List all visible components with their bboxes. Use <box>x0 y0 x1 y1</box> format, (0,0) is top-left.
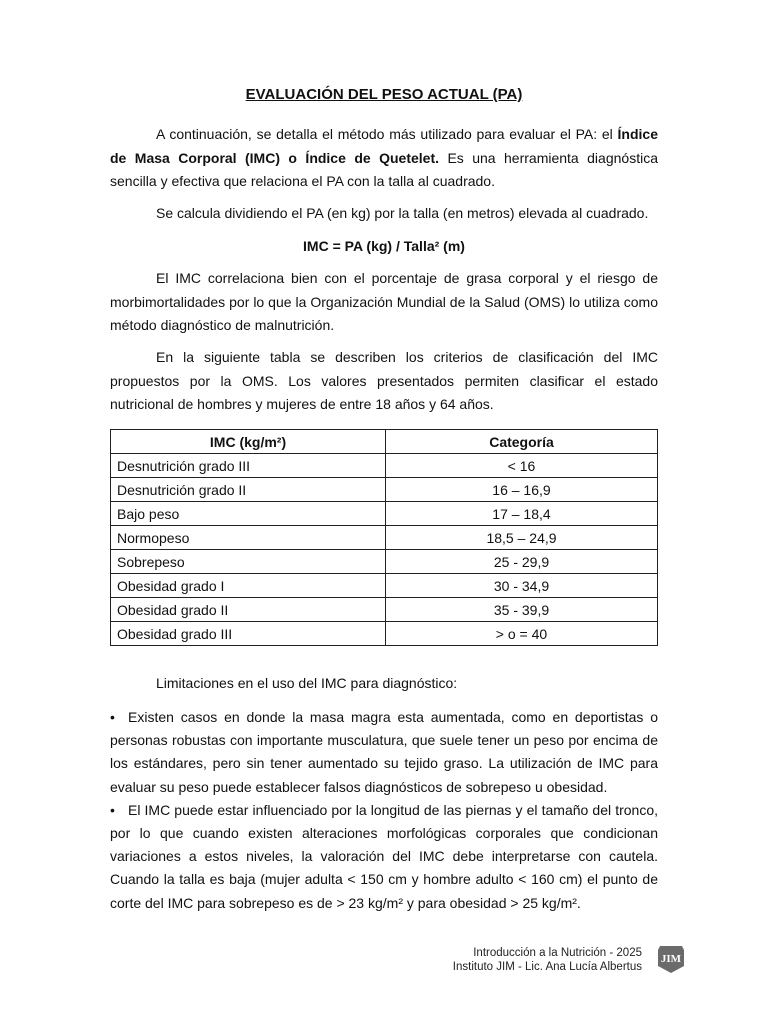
table-cell-range: 35 - 39,9 <box>386 598 658 622</box>
table-row <box>111 478 658 502</box>
table-cell-category: Normopeso <box>111 526 386 550</box>
table-header-imc: IMC (kg/m²) <box>111 430 386 454</box>
bullet-icon: • <box>110 801 115 818</box>
calc-paragraph: Se calcula dividiendo el PA (en kg) por la talla (en metros) elevada al cuadrado. <box>156 205 649 221</box>
page-title: EVALUACIÓN DEL PESO ACTUAL (PA) <box>245 86 523 103</box>
intro-paragraph <box>110 123 658 194</box>
table-intro-paragraph: En la siguiente tabla se describen los criterios de clasificación del IMC propuestos por la OMS. Los valores presentados permiten clasificar el estado nutricional de hombres y mujeres de entre 18 años y 64 años. <box>110 349 658 412</box>
table-cell-range: 18,5 – 24,9 <box>386 526 658 550</box>
table-cell-range: 17 – 18,4 <box>386 502 658 526</box>
table-header-row <box>111 430 658 454</box>
table-cell-category: Obesidad grado I <box>111 574 386 598</box>
table-cell-range: > o = 40 <box>386 622 658 646</box>
bullet-text: El IMC puede estar influenciado por la longitud de las piernas y el tamaño del tronco, por lo que cuando existen alteraciones morfológicas corporales que condicionan variaciones a estos niveles, la valoración del IMC debe interpretarse con cautela. Cuando la talla es baja (mujer adulta < 150 cm y hombre adulto < 160 cm) el punto de corte del IMC para sobrepeso es de > 23 kg/m² y para obesidad > 25 kg/m². <box>110 801 658 911</box>
limitations-list <box>110 706 658 915</box>
list-item <box>110 706 658 799</box>
table-row <box>111 526 658 550</box>
imc-formula: IMC = PA (kg) / Talla² (m) <box>303 238 465 254</box>
page-footer <box>453 946 642 974</box>
table-row <box>111 574 658 598</box>
table-row <box>111 502 658 526</box>
table-cell-category: Desnutrición grado III <box>111 454 386 478</box>
imc-classification-table <box>110 429 658 646</box>
limitations-heading: Limitaciones en el uso del IMC para diagnóstico: <box>156 675 458 691</box>
intro-text-2: Es una herramienta diagnóstica sencilla y efectiva que relaciona el PA con la talla al cuadrado. <box>110 149 658 189</box>
table-header-categoria: Categoría <box>386 430 658 454</box>
table-cell-category: Obesidad grado II <box>111 598 386 622</box>
intro-bold-text: Índice de Masa Corporal (IMC) o Índice de Quetelet. <box>110 126 658 166</box>
table-row <box>111 550 658 574</box>
jim-logo-icon <box>656 944 686 974</box>
table-row <box>111 598 658 622</box>
bullet-icon: • <box>110 709 115 725</box>
table-row <box>111 454 658 478</box>
list-item <box>110 799 658 915</box>
table-cell-category: Desnutrición grado II <box>111 478 386 502</box>
table-cell-range: 16 – 16,9 <box>386 478 658 502</box>
table-cell-range: < 16 <box>386 454 658 478</box>
table-cell-category: Sobrepeso <box>111 550 386 574</box>
correlation-paragraph: El IMC correlaciona bien con el porcentaje de grasa corporal y el riesgo de morbimortalidades por lo que la Organización Mundial de la Salud (OMS) lo utiliza como método diagnóstico de malnutrición. <box>110 270 658 333</box>
table-row <box>111 622 658 646</box>
table-cell-category: Obesidad grado III <box>111 622 386 646</box>
footer-course-line: Introducción a la Nutrición - 2025 <box>473 947 642 959</box>
table-cell-category: Bajo peso <box>111 502 386 526</box>
table-cell-range: 30 - 34,9 <box>386 574 658 598</box>
intro-text-1: A continuación, se detalla el método más utilizado para evaluar el PA: el <box>156 126 618 142</box>
table-cell-range: 25 - 29,9 <box>386 550 658 574</box>
bullet-text: Existen casos en donde la masa magra esta aumentada, como en deportistas o personas robustas con importante musculatura, que suele tener un peso por encima de los estándares, pero sin tener aumentado su tejido graso. La utilización de IMC para evaluar su peso puede establecer falsos diagnósticos de sobrepeso u obesidad. <box>110 709 658 795</box>
logo-text: JIM <box>660 953 682 965</box>
footer-author-line: Instituto JIM - Lic. Ana Lucía Albertus <box>452 961 642 973</box>
